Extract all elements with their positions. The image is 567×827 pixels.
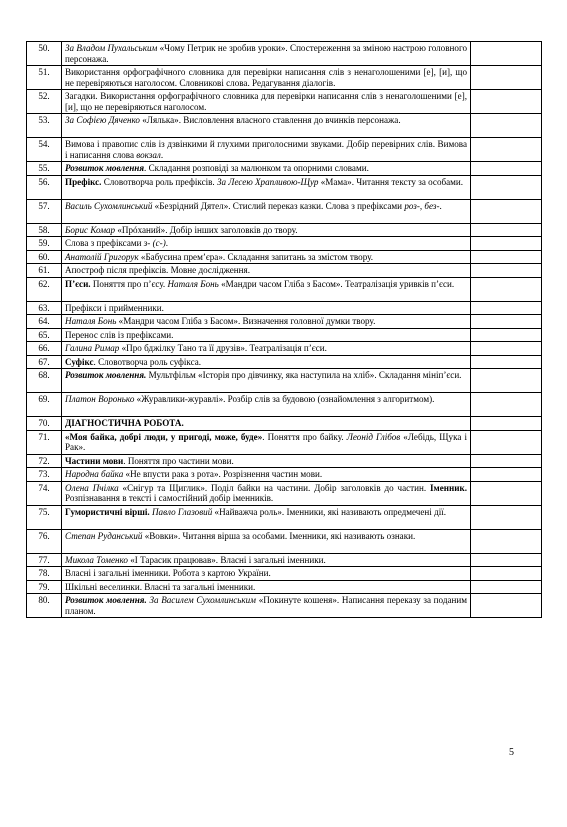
table-row <box>27 66 542 90</box>
topic-text-fragment: Наталя Бонь <box>65 316 117 326</box>
lesson-topic <box>62 505 471 529</box>
lesson-number: 50. <box>27 42 62 66</box>
notes-cell <box>471 567 542 581</box>
notes-cell <box>471 342 542 356</box>
notes-cell <box>471 505 542 529</box>
table-row <box>27 481 542 505</box>
table-row <box>27 529 542 553</box>
notes-cell <box>471 454 542 468</box>
table-row <box>27 355 542 369</box>
notes-cell <box>471 138 542 162</box>
topic-text-fragment: «Моя байка, добрі люди, у пригоді, може, буде» <box>65 431 263 442</box>
lesson-topic <box>62 580 471 594</box>
page-number: 5 <box>509 747 514 758</box>
topic-text-fragment: «Журавлики-журавлі». Розбір слів за будовою (ознайомлення з алгоритмом). <box>134 394 435 404</box>
table-row <box>27 138 542 162</box>
table-row <box>27 417 542 431</box>
table-row <box>27 342 542 356</box>
lesson-topic <box>62 66 471 90</box>
lesson-topic <box>62 553 471 567</box>
topic-text-fragment: Префікси і прийменники. <box>65 302 164 313</box>
table-row <box>27 430 542 454</box>
topic-text-fragment: «Бабусина прем’єра». Складання запитань за змістом твору. <box>138 251 374 262</box>
notes-cell <box>471 175 542 199</box>
table-row <box>27 199 542 223</box>
topic-text-fragment: За Софією Дяченко <box>65 115 140 125</box>
topic-text-fragment: «Чому Петрик не зробив уроки». Спостереження за зміною настрою головного персонажа. <box>65 43 467 64</box>
lesson-number: 54. <box>27 138 62 162</box>
table-row <box>27 114 542 138</box>
table-row <box>27 223 542 237</box>
lesson-topic <box>62 328 471 342</box>
notes-cell <box>471 553 542 567</box>
lesson-number: 64. <box>27 315 62 329</box>
lesson-number: 80. <box>27 594 62 618</box>
table-row <box>27 594 542 618</box>
table-row <box>27 315 542 329</box>
topic-text-fragment: «Безрідний Дятел». Стислий переказ казки. Слова з префіксами <box>152 200 405 211</box>
lesson-topic <box>62 175 471 199</box>
lesson-plan-table <box>26 41 542 618</box>
topic-text-fragment: Слова з префіксами <box>65 238 144 248</box>
notes-cell <box>471 468 542 482</box>
lesson-topic <box>62 264 471 278</box>
lesson-number: 73. <box>27 468 62 482</box>
topic-text-fragment: Леонід Глібов <box>346 431 401 442</box>
topic-text-fragment: Степан Руданський <box>65 530 143 541</box>
lesson-topic <box>62 42 471 66</box>
table-row <box>27 162 542 176</box>
table-row <box>27 277 542 301</box>
lesson-number: 65. <box>27 328 62 342</box>
lesson-number: 58. <box>27 223 62 237</box>
notes-cell <box>471 250 542 264</box>
topic-text-fragment: «Про бджілку Тано та її друзів». Театралізація п’єси. <box>119 343 327 353</box>
topic-text-fragment: Префікс. <box>65 176 102 187</box>
lesson-number: 74. <box>27 481 62 505</box>
lesson-number: 51. <box>27 66 62 90</box>
lesson-topic <box>62 594 471 618</box>
lesson-number: 52. <box>27 90 62 114</box>
lesson-number: 63. <box>27 301 62 315</box>
lesson-number: 72. <box>27 454 62 468</box>
table-row <box>27 250 542 264</box>
lesson-topic <box>62 315 471 329</box>
lesson-number: 59. <box>27 237 62 251</box>
topic-text-fragment: «Лебідь, Щука і Рак». <box>65 431 467 452</box>
lesson-topic <box>62 199 471 223</box>
lesson-number: 61. <box>27 264 62 278</box>
topic-text-fragment: з- (с-) <box>143 238 166 248</box>
lesson-topic <box>62 342 471 356</box>
lesson-topic <box>62 468 471 482</box>
lesson-number: 53. <box>27 114 62 138</box>
topic-text-fragment: «І Тарасик працював». Власні і загальні іменники. <box>127 554 326 565</box>
lesson-topic <box>62 90 471 114</box>
topic-text-fragment: За Владом Пухальським <box>65 43 158 53</box>
topic-text-fragment: Перенос слів із префіксами. <box>65 329 174 340</box>
topic-text-fragment: Народна байка <box>65 469 124 479</box>
lesson-number: 67. <box>27 355 62 369</box>
topic-text-fragment: «Мама». Читання тексту за особами. <box>318 176 464 187</box>
topic-text-fragment: . Поняття про байку. <box>262 431 347 442</box>
topic-text-fragment: . Поняття про частини мови. <box>123 455 234 466</box>
lesson-topic <box>62 237 471 251</box>
topic-text-fragment: «Найважча роль». Іменники, які називають опредмечені дії. <box>212 506 447 517</box>
topic-text-fragment: Гумористичні вірші. <box>65 506 150 517</box>
notes-cell <box>471 393 542 417</box>
topic-text-fragment: вокзал <box>136 149 161 160</box>
topic-text-fragment: Василь Сухомлинський <box>65 200 153 211</box>
lesson-topic <box>62 481 471 505</box>
topic-text-fragment: «Прóханий». Добір інших заголовків до твору. <box>115 224 298 235</box>
notes-cell <box>471 301 542 315</box>
topic-text-fragment: . <box>165 238 169 248</box>
topic-text-fragment: Власні і загальні іменники. Робота з картою України. <box>65 568 271 578</box>
topic-text-fragment: . <box>439 200 442 211</box>
topic-text-fragment: . <box>160 149 164 160</box>
table-row <box>27 369 542 393</box>
table-row <box>27 567 542 581</box>
notes-cell <box>471 42 542 66</box>
topic-text-fragment: Вимова і правопис слів із дзвінкими й глухими приголосними звуками. Добір перевірних слів. Вимова і написання слова <box>65 139 467 160</box>
notes-cell <box>471 481 542 505</box>
topic-text-fragment: Розпізнавання в тексті і самостійний добір іменників. <box>65 493 274 503</box>
table-row <box>27 468 542 482</box>
topic-text-fragment: «Вовки». Читання вірша за особами. Іменники, які називають ознаки. <box>142 530 416 541</box>
topic-text-fragment: Поняття про п’єсу. <box>90 278 168 289</box>
table-row <box>27 264 542 278</box>
table-row <box>27 553 542 567</box>
lesson-number: 76. <box>27 529 62 553</box>
lesson-topic <box>62 417 471 431</box>
lesson-topic <box>62 223 471 237</box>
notes-cell <box>471 114 542 138</box>
topic-text-fragment: «Мандри часом Гліба з Басом». Театралізація уривків п’єси. <box>218 278 455 289</box>
notes-cell <box>471 223 542 237</box>
table-row <box>27 580 542 594</box>
lesson-number: 71. <box>27 430 62 454</box>
table-row <box>27 90 542 114</box>
lesson-number: 66. <box>27 342 62 356</box>
notes-cell <box>471 369 542 393</box>
topic-text-fragment: «Покинуте кошеня». Написання переказу за поданим планом. <box>65 595 467 616</box>
topic-text-fragment: Розвиток мовлення <box>65 163 145 173</box>
lesson-number: 62. <box>27 277 62 301</box>
notes-cell <box>471 328 542 342</box>
topic-text-fragment: Використання орфографічного словника для перевірки написання слів з ненаголошеними [е], [и], що не перевіряються наголосом. Словникові слова. Редагування діалогів. <box>65 67 467 88</box>
table-row <box>27 328 542 342</box>
table-row <box>27 175 542 199</box>
table-row <box>27 393 542 417</box>
notes-cell <box>471 594 542 618</box>
table-row <box>27 301 542 315</box>
table-row <box>27 42 542 66</box>
lesson-topic <box>62 355 471 369</box>
lesson-topic <box>62 162 471 176</box>
topic-text-fragment: За Василем Сухомлинським <box>149 595 256 605</box>
lesson-topic <box>62 430 471 454</box>
topic-text-fragment: Шкільні веселинки. Власні та загальні іменники. <box>65 581 256 592</box>
table-row <box>27 505 542 529</box>
topic-text-fragment: Наталя Бонь <box>167 278 219 289</box>
lesson-topic <box>62 301 471 315</box>
table-row <box>27 237 542 251</box>
topic-text-fragment: П’єси. <box>65 278 91 289</box>
lesson-number: 78. <box>27 567 62 581</box>
lesson-number: 69. <box>27 393 62 417</box>
notes-cell <box>471 277 542 301</box>
notes-cell <box>471 237 542 251</box>
topic-text-fragment: Анатолій Григорук <box>65 251 139 262</box>
topic-text-fragment: «Снігур та Щиглик». Поділ байки на частини. Добір заголовків до частин. <box>118 482 430 493</box>
notes-cell <box>471 264 542 278</box>
topic-text-fragment: Апостроф після префіксів. Мовне дослідження. <box>65 265 250 275</box>
topic-text-fragment: Платон Воронько <box>65 394 135 404</box>
lesson-topic <box>62 529 471 553</box>
lesson-topic <box>62 250 471 264</box>
topic-text-fragment: Галина Римар <box>65 343 120 353</box>
lesson-topic <box>62 567 471 581</box>
lesson-topic <box>62 114 471 138</box>
topic-text-fragment: Мультфільм «Історія про дівчинку, яка наступила на хліб». Складання мініп’єси. <box>146 370 462 380</box>
notes-cell <box>471 355 542 369</box>
notes-cell <box>471 430 542 454</box>
topic-text-fragment: ДІАГНОСТИЧНА РОБОТА. <box>65 418 184 428</box>
topic-text-fragment: «Мандри часом Гліба з Басом». Визначення головної думки твору. <box>116 316 376 326</box>
topic-text-fragment: «Лялька». Висловлення власного ставлення до вчинків персонажа. <box>139 115 401 125</box>
topic-text-fragment: . Словотворча роль суфікса. <box>93 356 202 367</box>
topic-text-fragment: Розвиток мовлення. <box>65 595 147 605</box>
lesson-number: 57. <box>27 199 62 223</box>
topic-text-fragment: Частини мови <box>65 455 124 466</box>
lesson-number: 56. <box>27 175 62 199</box>
topic-text-fragment: Олена Пчілка <box>65 482 119 493</box>
topic-text-fragment: Микола Томенко <box>65 554 128 565</box>
topic-text-fragment: Суфікс <box>65 356 94 367</box>
topic-text-fragment: За Лесею Храпливою-Щур <box>216 176 319 187</box>
notes-cell <box>471 417 542 431</box>
notes-cell <box>471 315 542 329</box>
topic-text-fragment: роз-, без- <box>404 200 440 211</box>
lesson-topic <box>62 393 471 417</box>
notes-cell <box>471 66 542 90</box>
lesson-topic <box>62 277 471 301</box>
topic-text-fragment: . Складання розповіді за малюнком та опорними словами. <box>144 163 369 173</box>
lesson-number: 79. <box>27 580 62 594</box>
topic-text-fragment: Павло Глазовий <box>151 506 213 517</box>
notes-cell <box>471 162 542 176</box>
notes-cell <box>471 199 542 223</box>
lesson-number: 55. <box>27 162 62 176</box>
lesson-number: 77. <box>27 553 62 567</box>
topic-text-fragment: Борис Комар <box>65 224 116 235</box>
notes-cell <box>471 90 542 114</box>
topic-text-fragment: Словотворча роль префіксів. <box>101 176 217 187</box>
topic-text-fragment: Розвиток мовлення. <box>65 370 147 380</box>
topic-text-fragment: Іменник. <box>429 482 467 493</box>
topic-text-fragment: «Не впусти рака з рота». Розрізнення частин мови. <box>123 469 323 479</box>
lesson-number: 68. <box>27 369 62 393</box>
table-row <box>27 454 542 468</box>
lesson-topic <box>62 454 471 468</box>
lesson-number: 75. <box>27 505 62 529</box>
topic-text-fragment: Загадки. Використання орфографічного словника для перевірки написання слів з ненаголошеними [е], [и], що не перевіряються наголосом. <box>65 91 467 112</box>
lesson-topic <box>62 138 471 162</box>
lesson-number: 60. <box>27 250 62 264</box>
lesson-number: 70. <box>27 417 62 431</box>
notes-cell <box>471 580 542 594</box>
notes-cell <box>471 529 542 553</box>
lesson-topic <box>62 369 471 393</box>
